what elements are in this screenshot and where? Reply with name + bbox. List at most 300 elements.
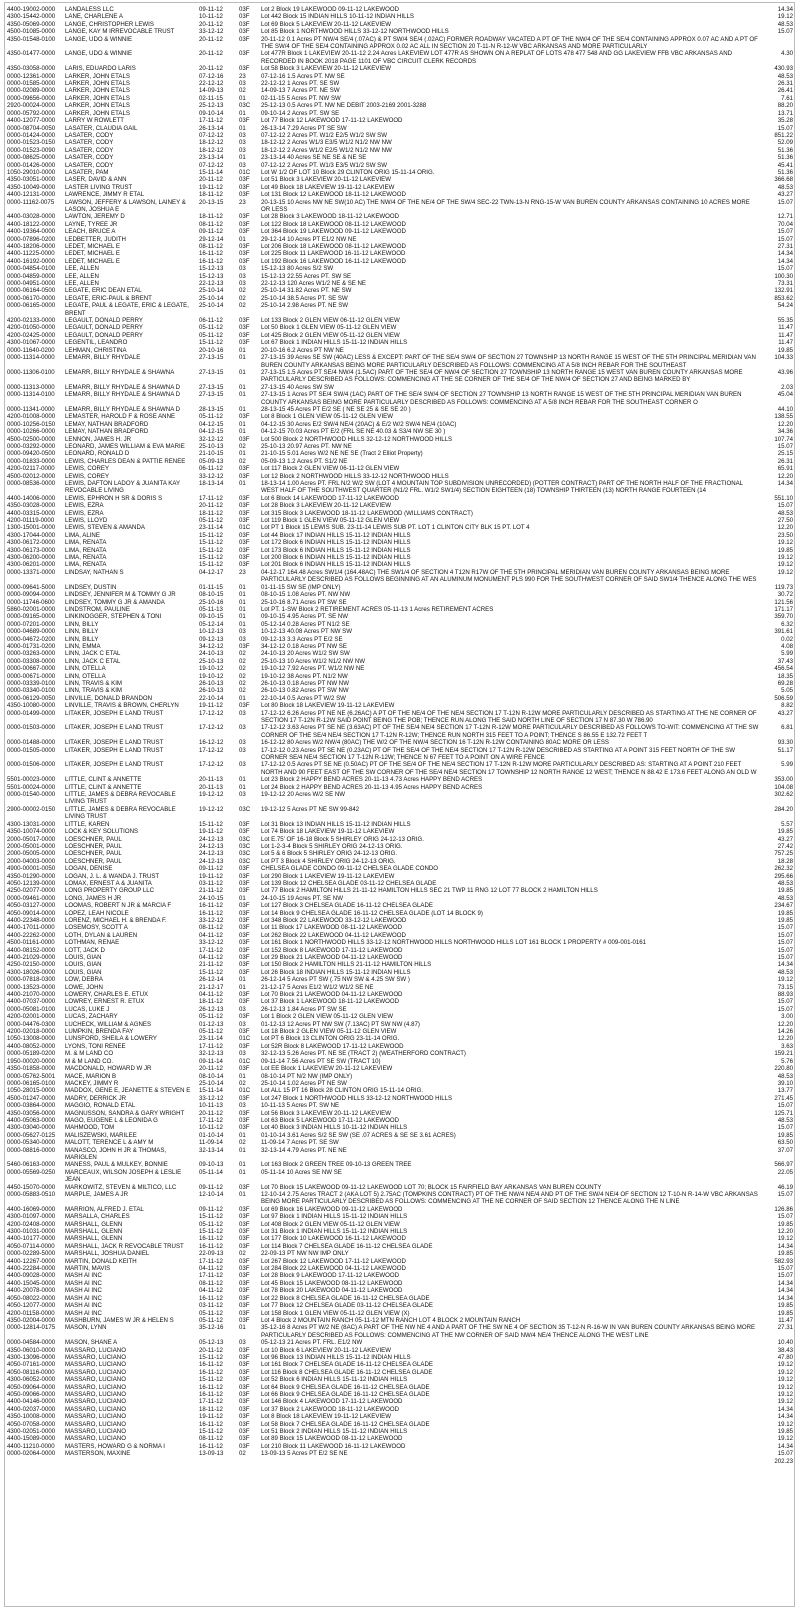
sec-twp-rng: 04-12-15 (199, 428, 224, 436)
amount-due: 48.53 (777, 72, 793, 80)
parcel-number: 4350-10080-0000 (7, 702, 56, 710)
parcel-number: 1950-00020-0000 (7, 1057, 56, 1065)
amount-due: 13.71 (777, 109, 793, 117)
legal-description: Lot 96 Block 13 INDIAN HILLS 15-11-12 INDIAN HILLS (261, 1353, 411, 1361)
tax-district-code: 03C (239, 102, 251, 110)
owner-name: LEMARR, BILLY RHYDALE & SHAWNA D (65, 405, 181, 413)
owner-name: MASH AI INC (65, 1287, 102, 1295)
table-row (6, 1258, 794, 1265)
owner-name: LOTHMAN, RENAE (65, 939, 120, 947)
parcel-number: 4050-12077-0000 (7, 1302, 56, 1310)
owner-name: LINN, BILLY (65, 635, 99, 643)
parcel-number: 4400-16069-0000 (7, 1205, 56, 1213)
tax-district-code: 03F (239, 1213, 250, 1221)
owner-name: LINN, OTELLA (65, 672, 106, 680)
table-row (6, 1117, 794, 1124)
sec-twp-rng: 20-11-13 (199, 776, 223, 784)
parcel-number: 0000-13371-0000 (7, 568, 56, 576)
legal-description: Lot 348 Block 22 LAKEWOOD 33-12-12 LAKEWOOD (261, 916, 407, 924)
tax-district-code: 03F (239, 191, 250, 199)
sec-twp-rng: 25-10-14 (199, 294, 224, 302)
sec-twp-rng: 15-11-12 (199, 546, 223, 554)
table-row (6, 236, 794, 243)
sec-twp-rng: 05-09-13 (199, 457, 224, 465)
sec-twp-rng: 17-12-12 (199, 746, 224, 754)
amount-due: 19.12 (777, 1390, 793, 1398)
amount-due: 30.72 (777, 591, 793, 599)
legal-description: Lot 161 Block 1 NORTHWOOD HILLS 33-12-12 NORTHWOOD HILLS NORTHWOOD HILLS LOT 161 BLOCK 1 PROPERTY # 009-001-0161 (261, 939, 647, 947)
owner-name: LINDSTROM, PAULINE (65, 605, 130, 613)
table-row (6, 191, 794, 198)
parcel-number: 4400-18122-0000 (7, 220, 56, 228)
amount-due: 14.34 (777, 250, 793, 258)
table-row (6, 473, 794, 480)
parcel-number: 2000-05001-0000 (7, 842, 56, 850)
legal-description: 27-13-15 40 Acres SW SW (261, 383, 334, 391)
sec-twp-rng: 24-10-15 (199, 894, 224, 902)
parcel-number: 4050-07114-0000 (7, 1242, 55, 1250)
legal-description: 02-11-15 5 Acres PT. NW SW (261, 94, 341, 102)
owner-name: LYONS, TONI RENEE (65, 1042, 126, 1050)
sec-twp-rng: 22-10-14 (199, 694, 224, 702)
legal-description: Lot 146 Block 4 LAKEWOOD 17-11-12 LAKEWOOD (261, 1398, 403, 1406)
tax-district-code: 03F (239, 1405, 250, 1413)
sec-twp-rng: 03-11-12 (199, 1302, 223, 1310)
sec-twp-rng: 17-11-12 (199, 1272, 223, 1280)
sec-twp-rng: 04-11-12 (199, 1265, 223, 1273)
owner-name: MADRY, DERRICK JR (65, 1094, 127, 1102)
legal-description: 01-11-15 SW SE (IMP ONLY) (261, 583, 341, 591)
legal-description: 16-12-12 80 Acres W/2 NW/4 (80AC) THE W/2 OF THE NW/4 SECTION 16 T-12N R-12W CONTAINING 80AC MORE OR LESS (261, 739, 609, 747)
table-row (6, 1376, 794, 1383)
sec-twp-rng: 22-09-13 (199, 1250, 224, 1258)
parcel-number: 0000-01424-0000 (7, 131, 56, 139)
sec-twp-rng: 14-09-13 (199, 87, 224, 95)
owner-name: LEMARR, BILLY RHYDALE & SHAWNA (65, 368, 175, 376)
owner-name: LOWE, JOHN (65, 983, 103, 991)
table-row (6, 347, 794, 354)
table-row (6, 36, 794, 51)
legal-description: 09-10-14 2 Acres PT. SW SE (261, 109, 340, 117)
parcel-number: 0000-07201-0000 (7, 620, 56, 628)
parcel-number: 4200-02001-0000 (7, 1013, 56, 1021)
table-row (6, 680, 794, 687)
legal-description: 17-12-12 0.5 Acres PT SE NE (0.50AC) PT OF THE SE/4 OF THE NE/4 SECTION 17 T-12N R-12W MORE PARTICULARLY DESCRIBED AS: STARTING AT A POINT 210 FEET NORTH AND 90 FEET EAST OF THE SW CORNER OF THE SE/4 NE/4 SECTION 17 TOWNSHIP 12 NORTH RANGE 12 WEST; THENCE N 88.42 E 173.6 FEET ALONG AN OLD W (261, 761, 757, 776)
parcel-number: 0000-02089-0000 (7, 87, 56, 95)
owner-name: LEGATE, PAUL & LEGATE, ERIC & LEGATE, BRENT (65, 302, 189, 317)
tax-district-code: 03F (239, 1272, 250, 1280)
parcel-number: 4000-01731-0200 (7, 642, 56, 650)
sec-twp-rng: 19-11-12 (199, 828, 223, 836)
owner-name: LASATER, CODY (65, 139, 114, 147)
owner-name: LEGAULT, DONALD PERRY (65, 331, 144, 339)
amount-due: 4.30 (781, 50, 793, 58)
amount-due: 14.34 (777, 1294, 793, 1302)
owner-name: LOMAX, ERNEST A & JUANITA (65, 879, 152, 887)
tax-district-code: 03F (239, 1383, 250, 1391)
tax-district-code: 03F (239, 228, 250, 236)
sec-twp-rng: 22-12-13 (199, 280, 224, 288)
parcel-number: 4050-08022-0000 (7, 1294, 56, 1302)
owner-name: LOWREY, ERNEST R. ETUX (65, 998, 145, 1006)
parcel-number: 0000-09461-0000 (7, 894, 56, 902)
legal-description: Lot 74 Block 18 LAKEVIEW 19-11-12 LAKEVIEW (261, 828, 395, 836)
owner-name: LARKER, JOHN ETALS (65, 94, 130, 102)
tax-district-code: 01 (239, 1191, 246, 1198)
table-row (6, 947, 794, 954)
legal-description: 25-12-13 0.5 Acres PT. NW NE DEBIT 2003-2169 2001-3288 (261, 102, 427, 110)
tax-district-code: 01 (239, 109, 246, 117)
parcel-number: 4400-15089-0000 (7, 1435, 56, 1443)
parcel-number: 4350-01858-0000 (7, 1065, 56, 1073)
legal-description: Lot ALL 15 PT 16 Block 28 CLINTON ORIG 15-11-14 ORIG. (261, 1087, 424, 1095)
sec-twp-rng: 16-11-12 (199, 257, 223, 265)
tax-district-code: 03F (239, 517, 250, 525)
tax-district-code: 03F (239, 502, 250, 510)
amount-due: 11.47 (778, 339, 793, 347)
amount-due: 126.86 (774, 1205, 793, 1213)
tax-district-code: 01C (239, 1035, 251, 1043)
sec-twp-rng: 09-10-15 (199, 613, 224, 621)
table-row (6, 502, 794, 509)
tax-district-code: 01 (239, 346, 246, 354)
owner-name: LINKINOGGER, STEPHEN & TONI (65, 613, 162, 621)
parcel-number: 0000-01426-0000 (7, 161, 56, 169)
sec-twp-rng: 24-12-13 (199, 842, 224, 850)
legal-description: Lot 139 Block 12 CHELSEA GLADE 03-11-12 CHELSEA GLADE (261, 879, 437, 887)
table-row (6, 836, 794, 843)
tax-district-code: 03C (239, 835, 251, 843)
amount-due: 15.07 (777, 442, 793, 450)
amount-due: 19.12 (777, 1376, 793, 1384)
owner-name: LASATER, PAM (65, 168, 109, 176)
tax-district-code: 03F (239, 176, 250, 184)
sec-twp-rng: 21-11-12 (199, 961, 223, 969)
legal-description: 26-13-14 7.29 Acres PT SE SW (261, 124, 347, 132)
amount-due: 93.30 (777, 739, 793, 747)
sec-twp-rng: 12-10-14 (199, 1191, 224, 1198)
owner-name: LEGENTIL, LEANDRO (65, 339, 128, 347)
sec-twp-rng: 07-12-12 (199, 161, 224, 169)
parcel-number: 0000-04584-0000 (7, 1339, 56, 1347)
amount-due: 5.57 (781, 820, 793, 828)
owner-name: LEMAY, NATHAN BRADFORD (65, 420, 149, 428)
amount-due: 19.12 (777, 1235, 793, 1243)
table-row (6, 850, 794, 857)
legal-description: Lot 80 Block 18 LAKEVIEW 19-11-12 LAKEVIEW (261, 702, 395, 710)
parcel-number: 0000-00671-0000 (7, 672, 56, 680)
owner-name: LEWIS, STEVEN & AMANDA (65, 524, 145, 532)
tax-district-code: 02 (239, 672, 246, 680)
table-row (6, 1184, 794, 1191)
parcel-number: 4400-11225-0000 (7, 250, 55, 258)
owner-name: MADDOX, GENE E, JEANETTE & STEVEN E (65, 1087, 191, 1095)
table-row (6, 1443, 794, 1450)
table-row (6, 95, 794, 102)
owner-name: MASH AI INC (65, 1302, 102, 1310)
parcel-number: 4900-00001-0050 (7, 865, 56, 873)
table-row (6, 821, 794, 828)
owner-name: M & M LAND CO. (65, 1057, 114, 1065)
amount-due: 12.20 (777, 420, 793, 428)
parcel-number: 0000-06164-0500 (7, 287, 56, 295)
amount-due: 55.35 (777, 317, 793, 325)
legal-description: 26-10-13 0.18 Acres PT NW NW (261, 679, 349, 687)
parcel-number: 4400-12267-0000 (7, 1257, 56, 1265)
sec-twp-rng: 11-09-14 (199, 1139, 223, 1147)
amount-due: 19.12 (777, 568, 793, 576)
parcel-number: 0000-03292-0000 (7, 442, 56, 450)
table-row (6, 169, 794, 176)
sec-twp-rng: 26-12-14 (199, 976, 224, 984)
table-row (6, 1450, 794, 1457)
legal-description: Lot 40 Block 3 INDIAN HILLS 10-11-12 INDIAN HILLS (261, 1124, 408, 1132)
amount-due: 19.12 (777, 1398, 793, 1406)
parcel-number: 2900-00002-0150 (7, 805, 56, 813)
tax-district-code: 03 (239, 1020, 246, 1028)
parcel-number: 4300-02051-0000 (7, 1428, 56, 1435)
parcel-number: 1050-28015-0000 (7, 1087, 56, 1095)
tax-district-code: 03F (239, 1042, 250, 1050)
sec-twp-rng: 21-10-15 (199, 450, 224, 458)
table-row (6, 1354, 794, 1361)
legal-description: Lot 52 Block 6 INDIAN HILLS 15-11-12 INDIAN HILLS (261, 1376, 408, 1384)
amount-due: 19.85 (777, 1250, 793, 1258)
sec-twp-rng: 09-11-12 (199, 1205, 223, 1213)
sec-twp-rng: 01-12-13 (199, 1020, 224, 1028)
legal-description: Lot 26 Block 18 INDIAN HILLS 15-11-12 INDIAN HILLS (261, 968, 411, 976)
table-row (6, 1213, 794, 1220)
amount-due: 12.20 (777, 1035, 793, 1043)
tax-district-code: 02 (239, 1079, 246, 1087)
table-row (6, 1087, 794, 1094)
owner-name: MARCEAUX, WILSON JOSEPH & LESLIE JEAN (65, 1168, 182, 1184)
table-row (6, 695, 794, 702)
owner-name: LITTLE, KAREN (65, 820, 110, 828)
table-row (6, 1413, 794, 1420)
legal-description: Lot 201 Block 6 INDIAN HILLS 15-11-12 INDIAN HILLS (261, 561, 411, 569)
sec-twp-rng: 32-13-14 (199, 1146, 224, 1154)
owner-name: MASH AI INC (65, 1309, 102, 1317)
legal-description: Lot 51 Block 3 LAKEVIEW 20-11-12 LAKEVIEW (261, 176, 391, 184)
parcel-number: 2000-05017-0000 (7, 835, 56, 843)
sec-twp-rng: 15-11-12 (199, 1353, 223, 1361)
tax-district-code: 03F (239, 1257, 250, 1265)
tax-district-code: 01 (239, 428, 246, 436)
table-row (6, 324, 794, 331)
legal-description: 08-10-14 PT N/2 NW (IMP ONLY) (261, 1072, 353, 1080)
tax-district-code: 03F (239, 1028, 250, 1036)
parcel-number: 4300-06172-0000 (7, 539, 56, 547)
legal-description: 01-10-14 3.61 Acres S/2 SE SW (SE .07 ACRES & SE SE 3.61 ACRES) (261, 1131, 456, 1139)
owner-name: LASTER LIVING TRUST (65, 183, 133, 191)
owner-name: MASTERSON, MAXINE (65, 1450, 131, 1458)
tax-district-code: 03F (239, 1294, 250, 1302)
sec-twp-rng: 21-12-17 (199, 983, 224, 991)
table-row (6, 391, 794, 406)
tax-district-code: 02 (239, 657, 246, 665)
parcel-number: 0000-11162-0075 (7, 198, 55, 206)
legal-description: Lot 11 Block 17 LAKEWOOD 08-11-12 LAKEWOOD (261, 924, 403, 932)
legal-description: Lot 49 Block 18 LAKEVIEW 19-11-12 LAKEVIEW (261, 183, 395, 191)
tax-district-code: 03F (239, 65, 250, 73)
legal-description: Lot 89 Block 15 LAKEWOOD 08-11-12 LAKEWOOD (261, 1435, 403, 1443)
table-row (6, 436, 794, 443)
parcel-number: 4400-05063-0000 (7, 1116, 56, 1124)
parcel-number: 4050-09064-0000 (7, 1383, 56, 1391)
parcel-number: 4500-02012-0000 (7, 472, 56, 480)
owner-name: LAWSON, JEFFERY & LAWSON, LAINEY & LASON, JOSHUA E (65, 198, 186, 213)
tax-district-code: 03F (239, 1065, 250, 1073)
legal-description: Lot 500 Block 2 NORTHWOOD HILLS 32-12-12 NORTHWOOD HILLS (261, 435, 453, 443)
owner-name: LANGE, UDO & WINNIE (65, 35, 133, 43)
table-row (6, 80, 794, 87)
sec-twp-rng: 19-12-12 (199, 805, 224, 813)
owner-name: MASSARO, LUCIANO (65, 1413, 126, 1421)
parcel-number: 4400-21070-0000 (7, 991, 56, 999)
owner-name: LOTH, DYLAN & LAUREN (65, 931, 138, 939)
parcel-number: 4300-01097-0000 (7, 1213, 56, 1221)
owner-name: LUNSFORD, SHEILA & LOWERY (65, 1035, 157, 1043)
tax-district-code: 03F (239, 939, 250, 947)
amount-due: 23.50 (777, 531, 793, 539)
parcel-number: 0000-07818-0300 (7, 976, 56, 984)
tax-district-code: 03 (239, 161, 246, 169)
tax-district-code: 01 (239, 480, 246, 487)
parcel-number: 0000-03308-0000 (7, 657, 56, 665)
parcel-number: 4200-02408-0000 (7, 1220, 56, 1228)
amount-due: 48.53 (777, 183, 793, 191)
tax-district-code: 01 (239, 894, 246, 902)
table-row (6, 1058, 794, 1065)
listing-table (6, 6, 794, 1465)
table-row (6, 1435, 794, 1442)
sec-twp-rng: 09-12-13 (199, 635, 224, 643)
sec-twp-rng: 32-12-12 (199, 435, 224, 443)
tax-district-code: 03F (239, 465, 250, 473)
owner-name: LANGE, KAY M IRREVOCABLE TRUST (65, 28, 175, 36)
sec-twp-rng: 25-10-13 (199, 657, 224, 665)
table-row (6, 887, 794, 894)
parcel-number: 4350-10049-0000 (7, 183, 56, 191)
table-row (6, 1361, 794, 1368)
owner-name: LINN, JACK C ETAL (65, 657, 121, 665)
legal-description: Lot 8 Block 1 GLEN VIEW 05-11-12 GLEN VIEW (261, 413, 393, 421)
legal-description: Lot 4 Block 2 MOUNTAIN RANCH 05-11-12 MTN RANCH LOT 4 BLOCK 2 MOUNTAIN RANCH (261, 1316, 521, 1324)
sec-twp-rng: 16-11-12 (199, 909, 223, 917)
legal-description: 22-12-13 120 Acres W1/2 NE & SE NE (261, 280, 366, 288)
sec-twp-rng: 16-11-12 (199, 1294, 223, 1302)
parcel-number: 4400-19364-0000 (7, 228, 56, 236)
tax-district-code: 03F (239, 872, 250, 880)
amount-due: 15.07 (777, 939, 793, 947)
table-row (6, 1235, 794, 1242)
amount-due: 359.70 (774, 613, 793, 621)
owner-name: MASH AI INC (65, 1279, 102, 1287)
sec-twp-rng: 19-12-12 (199, 791, 224, 799)
tax-district-code: 01 (239, 1324, 246, 1332)
table-row (6, 132, 794, 139)
parcel-number: 4400-11210-0000 (7, 1442, 55, 1450)
legal-description: 21-10-15 5.01 Acres W/2 NE NE SE (Tract 2 Elliot Property) (261, 450, 423, 458)
tax-district-code: 03F (239, 954, 250, 961)
owner-name: LITAKER, JOSEPH E LAND TRUST (65, 761, 164, 769)
sec-twp-rng: 20-11-12 (199, 502, 223, 510)
amount-due: 25.15 (777, 450, 793, 458)
owner-name: MALISZEWSKI, MARILEE (65, 1131, 137, 1139)
tax-district-code: 03F (239, 331, 250, 339)
owner-name: M. & M LAND CO (65, 1050, 114, 1058)
tax-district-code: 02 (239, 287, 246, 295)
parcel-number: 0000-12814-0175 (7, 1324, 56, 1332)
parcel-number: 0000-08536-0000 (7, 480, 56, 487)
amount-due: 3.00 (781, 1013, 793, 1021)
owner-name: LARRY W ROWLETT (65, 117, 125, 125)
table-row (6, 287, 794, 294)
amount-due: 51.17 (777, 746, 793, 754)
sec-twp-rng: 05-11-12 (199, 413, 223, 421)
parcel-number: 4350-10008-0000 (7, 1413, 56, 1421)
legal-description: 07-12-12 2 Acres PT. W1/2 E2/5 W1/2 SW SW (261, 131, 387, 139)
tax-district-code: 01 (239, 154, 246, 162)
legal-description: 25-10-13 20.97 Acres PT. NW NE (261, 442, 352, 450)
parcel-number: 0000-05883-0510 (7, 1191, 56, 1198)
parcel-number: 4400-17011-0000 (7, 924, 55, 932)
sec-twp-rng: 19-11-12 (199, 183, 223, 191)
amount-due: 19.12 (777, 1435, 793, 1443)
owner-name: LARKER, JOHN ETALS (65, 80, 130, 88)
table-row (6, 673, 794, 680)
sec-twp-rng: 05-11-14 (199, 1168, 223, 1176)
tax-district-code: 03F (239, 1116, 250, 1124)
owner-name: LEWIS, CHARLES DEAN & PATTIE RENEE (65, 457, 186, 465)
table-row (6, 65, 794, 72)
owner-name: MARSHALL, JOSHUA DANIEL (65, 1250, 150, 1258)
legal-description: 24-10-13 20 Acres W1/2 SW SW (261, 650, 350, 658)
sec-twp-rng: 08-11-12 (199, 1279, 223, 1287)
owner-name: LEGATE, ERIC DEAN ETAL (65, 287, 142, 295)
tax-district-code: 03F (239, 931, 250, 939)
owner-name: LEACH, BRUCE A (65, 228, 116, 236)
sec-twp-rng: 18-11-12 (199, 191, 223, 199)
empty-cell (260, 1458, 760, 1465)
table-row (6, 50, 794, 65)
amount-due: 43.27 (777, 191, 793, 199)
legal-description: Lot 77 Block 2 HAMILTON HILLS 21-11-12 HAMILTON HILLS SEC 21 TWP 11 RNG 12 LOT 77 BLOCK 2 HAMILTON HILLS (261, 887, 598, 895)
table-row (6, 961, 794, 968)
legal-description: Lot 225 Block 11 LAKEWOOD 16-11-12 LAKEWOOD (261, 250, 406, 258)
parcel-number: 4400-22284-0000 (7, 1265, 56, 1273)
tax-district-code: 02 (239, 302, 246, 310)
parcel-number: 4200-02117-0000 (7, 465, 55, 473)
amount-due: 19.12 (777, 539, 793, 547)
sec-twp-rng: 05-11-12 (199, 1013, 223, 1021)
legal-description: 20-10-16 6.2 Acres PT NW NE (261, 346, 344, 354)
owner-name: MASSARO, LUCIANO (65, 1420, 126, 1428)
sec-twp-rng: 25-10-14 (199, 287, 224, 295)
amount-due: 46.19 (777, 1183, 793, 1191)
owner-name: LEMASTER, HAROLD F & ROSE ANNE (65, 413, 176, 421)
tax-district-code: 03F (239, 13, 250, 21)
legal-description: Lot 22 Block 8 CHELSEA GLADE 16-11-12 CHELSEA GLADE (261, 1294, 430, 1302)
legal-description: Lot 150 Block 2 HAMILTON HILLS 21-11-12 HAMILTON HILLS (261, 961, 432, 969)
table-row (6, 873, 794, 880)
parcel-number: 4450-15070-0000 (7, 1183, 56, 1191)
tax-district-code: 03 (239, 1050, 246, 1058)
legal-description: 25-10-14 31.82 Acres PT. NE SW (261, 287, 352, 295)
amount-due: 52.09 (777, 139, 793, 147)
table-row (6, 747, 794, 762)
